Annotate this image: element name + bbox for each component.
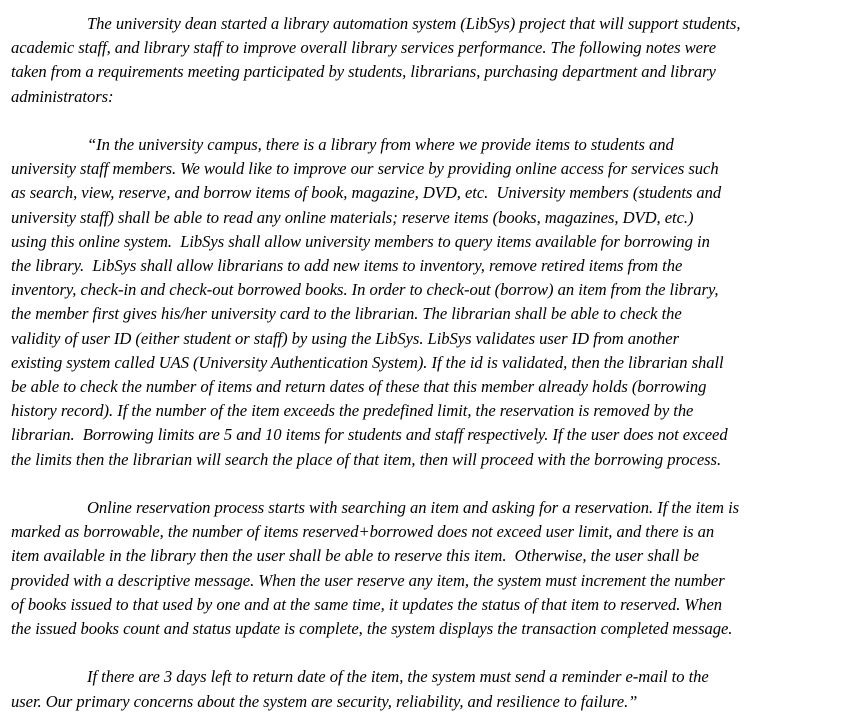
text-line: the limits then the librarian will search the place of that item, then will proceed with the borrowing process. xyxy=(11,449,722,469)
text-line: existing system called UAS (University Authentication System). If the id is validated, then the librarian shall xyxy=(11,352,724,372)
paragraph-intro xyxy=(11,12,826,109)
text-line: the library. LibSys shall allow librarians to add new items to inventory, remove retired items from the xyxy=(11,256,683,276)
text-line: validity of user ID (either student or staff) by using the LibSys. LibSys validates user ID from another xyxy=(11,328,680,348)
text-line: librarian. Borrowing limits are 5 and 10 items for students and staff respectively. If the user does not exceed xyxy=(11,425,728,445)
paragraph-online-reservation xyxy=(11,496,826,641)
text-line: the member first gives his/her university card to the librarian. The librarian shall be able to check the xyxy=(11,304,682,324)
text-line: university staff members. We would like to improve our service by providing online access for services such xyxy=(11,159,719,179)
text-line: “In the university campus, there is a library from where we provide items to students and xyxy=(87,135,674,154)
text-line: The university dean started a library automation system (LibSys) project that will support students, xyxy=(87,14,741,33)
paragraph-campus-library xyxy=(11,133,826,472)
text-line: item available in the library then the user shall be able to reserve this item. Otherwise, the user shall be xyxy=(11,546,699,566)
text-line: administrators: xyxy=(11,86,114,106)
paragraph-reminder xyxy=(11,665,826,713)
text-line: Online reservation process starts with searching an item and asking for a reservation. If the item is xyxy=(87,498,740,518)
text-line: university staff) shall be able to read any online materials; reserve items (books, magazines, DVD, etc.) xyxy=(11,207,694,227)
text-line: taken from a requirements meeting participated by students, librarians, purchasing department and library xyxy=(11,62,716,82)
text-line: using this online system. LibSys shall allow university members to query items available for borrowing in xyxy=(11,231,710,251)
text-line: inventory, check-in and check-out borrowed books. In order to check-out (borrow) an item from the library, xyxy=(11,280,719,300)
text-line: be able to check the number of items and return dates of these that this member already holds (borrowing xyxy=(11,377,707,397)
text-line: academic staff, and library staff to improve overall library services performance. The following notes were xyxy=(11,38,717,58)
text-line: user. Our primary concerns about the system are security, reliability, and resilience to failure.” xyxy=(11,691,638,711)
text-line: of books issued to that used by one and at the same time, it updates the status of that item to reserved. When xyxy=(11,594,723,614)
text-line: marked as borrowable, the number of items reserved+borrowed does not exceed user limit, and there is an xyxy=(11,522,715,542)
text-line: the issued books count and status update is complete, the system displays the transaction completed message. xyxy=(11,619,733,639)
text-line: as search, view, reserve, and borrow items of book, magazine, DVD, etc. University members (students and xyxy=(11,183,722,203)
text-line: provided with a descriptive message. When the user reserve any item, the system must increment the number xyxy=(11,570,725,590)
text-line: If there are 3 days left to return date of the item, the system must send a reminder e-mail to the xyxy=(87,667,709,687)
text-line: history record). If the number of the item exceeds the predefined limit, the reservation is removed by the xyxy=(11,401,694,421)
